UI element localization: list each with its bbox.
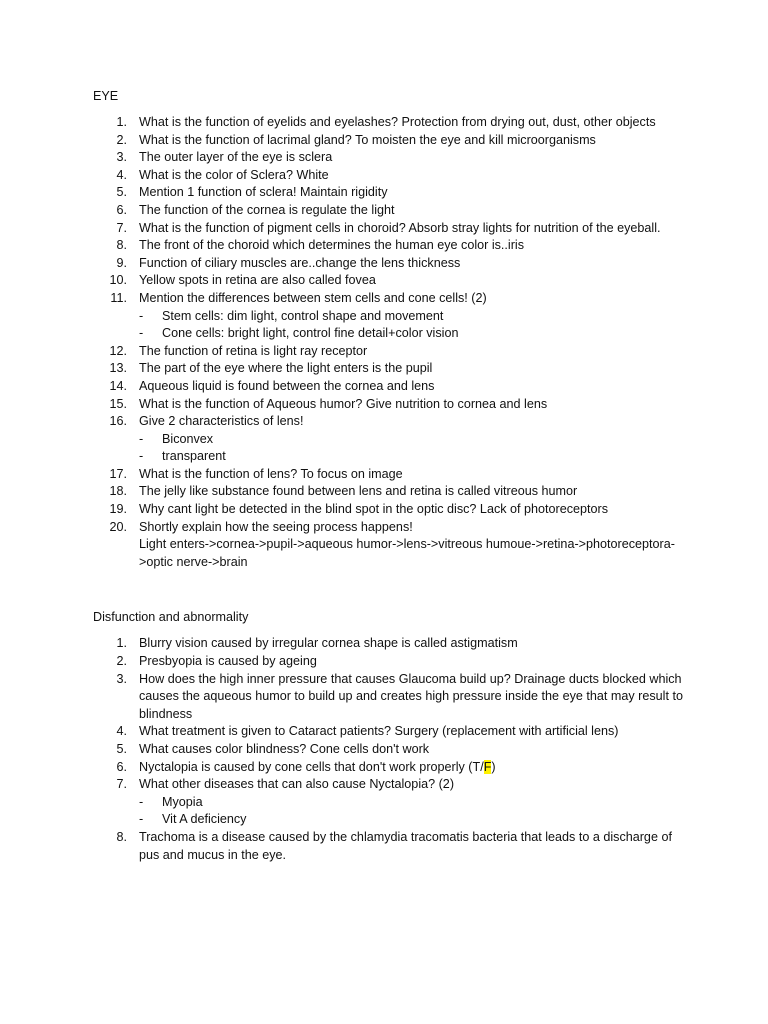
list-item: 4. What treatment is given to Cataract patients? Surgery (replacement with artificial lens) <box>116 724 619 739</box>
list-item: 7. What is the function of pigment cells in choroid? Absorb stray lights for nutrition of the eyeball. <box>116 220 661 235</box>
list-item: 2. What is the function of lacrimal gland? To moisten the eye and kill microorganisms <box>116 132 596 147</box>
disfunction-list <box>93 635 683 793</box>
eye-question-list-continued <box>93 343 683 431</box>
disfunction-list-end <box>93 829 683 864</box>
dash-bullet: - <box>139 449 144 464</box>
sub-list-item: - Cone cells: bright light, control fine detail+color vision <box>93 325 683 343</box>
list-item: 7. What other diseases that can also cause Nyctalopia? (2) <box>116 777 455 792</box>
dash-bullet: - <box>139 308 144 323</box>
list-item: 1. Blurry vision caused by irregular cornea shape is called astigmatism <box>116 636 518 651</box>
list-item: 15. What is the function of Aqueous humor? Give nutrition to cornea and lens <box>109 396 548 411</box>
list-item: 17. What is the function of lens? To focus on image <box>109 466 403 481</box>
sub-list-item: - transparent <box>93 448 683 466</box>
list-item: 16. Give 2 characteristics of lens! <box>109 414 304 429</box>
section-heading-eye: EYE <box>93 89 119 103</box>
sub-list-item: - Myopia <box>93 794 683 812</box>
list-item: 5. What causes color blindness? Cone cells don't work <box>116 742 430 756</box>
list-item: 13. The part of the eye where the light enters is the pupil <box>109 361 433 376</box>
list-item-continuation: Light enters->cornea->pupil->aqueous humor->lens->vitreous humoue->retina->photoreceptora->optic nerve->brain <box>139 537 675 569</box>
list-item: 4. What is the color of Sclera? White <box>116 167 329 182</box>
list-item: 18. The jelly like substance found between lens and retina is called vitreous humor <box>109 484 578 499</box>
eye-question-list <box>93 114 683 308</box>
eye-question-list-end <box>93 466 683 572</box>
list-item: 8. The front of the choroid which determines the human eye color is..iris <box>116 238 524 253</box>
list-item: 6. Nyctalopia is caused by cone cells that don't work properly (T/F) <box>116 759 496 774</box>
dash-bullet: - <box>139 812 144 827</box>
list-item: 9. Function of ciliary muscles are..change the lens thickness <box>116 255 461 270</box>
list-item: 2. Presbyopia is caused by ageing <box>116 654 317 669</box>
sub-list-item: - Vit A deficiency <box>93 811 683 829</box>
list-item: 1. What is the function of eyelids and eyelashes? Protection from drying out, dust, other objects <box>116 115 656 129</box>
list-item: 6. The function of the cornea is regulate the light <box>116 202 395 217</box>
list-item: 5. Mention 1 function of sclera! Maintain rigidity <box>116 185 388 200</box>
list-item: 19. Why cant light be detected in the blind spot in the optic disc? Lack of photoreceptors <box>109 502 609 517</box>
sub-list-item: - Stem cells: dim light, control shape and movement <box>93 308 683 326</box>
list-item: 3. The outer layer of the eye is sclera <box>116 150 333 165</box>
section-heading-disfunction: Disfunction and abnormality <box>93 610 249 625</box>
dash-bullet: - <box>139 431 144 446</box>
list-item: 3. How does the high inner pressure that causes Glaucoma build up? Drainage ducts blocked which causes the aqueous humor to build up and creates high pressure inside the eye that may result to blindness <box>116 671 683 721</box>
list-item: 20. Shortly explain how the seeing process happens! Light enters->cornea->pupil->aqueous humor->lens->vitreous humoue->retina->photoreceptora->optic nerve->brain <box>109 519 675 569</box>
list-item: 14. Aqueous liquid is found between the cornea and lens <box>109 378 435 393</box>
list-item: 10. Yellow spots in retina are also called fovea <box>109 273 376 288</box>
list-item: 11. Mention the differences between stem cells and cone cells! (2) <box>110 290 487 305</box>
dash-bullet: - <box>139 326 144 341</box>
document-page <box>93 87 683 864</box>
list-item: 8. Trachoma is a disease caused by the chlamydia tracomatis bacteria that leads to a discharge of pus and mucus in the eye. <box>116 829 672 862</box>
dash-bullet: - <box>139 794 144 809</box>
list-item: 12. The function of retina is light ray receptor <box>109 343 368 358</box>
sub-list-item: - Biconvex <box>93 431 683 449</box>
highlighted-answer: F <box>483 759 492 774</box>
